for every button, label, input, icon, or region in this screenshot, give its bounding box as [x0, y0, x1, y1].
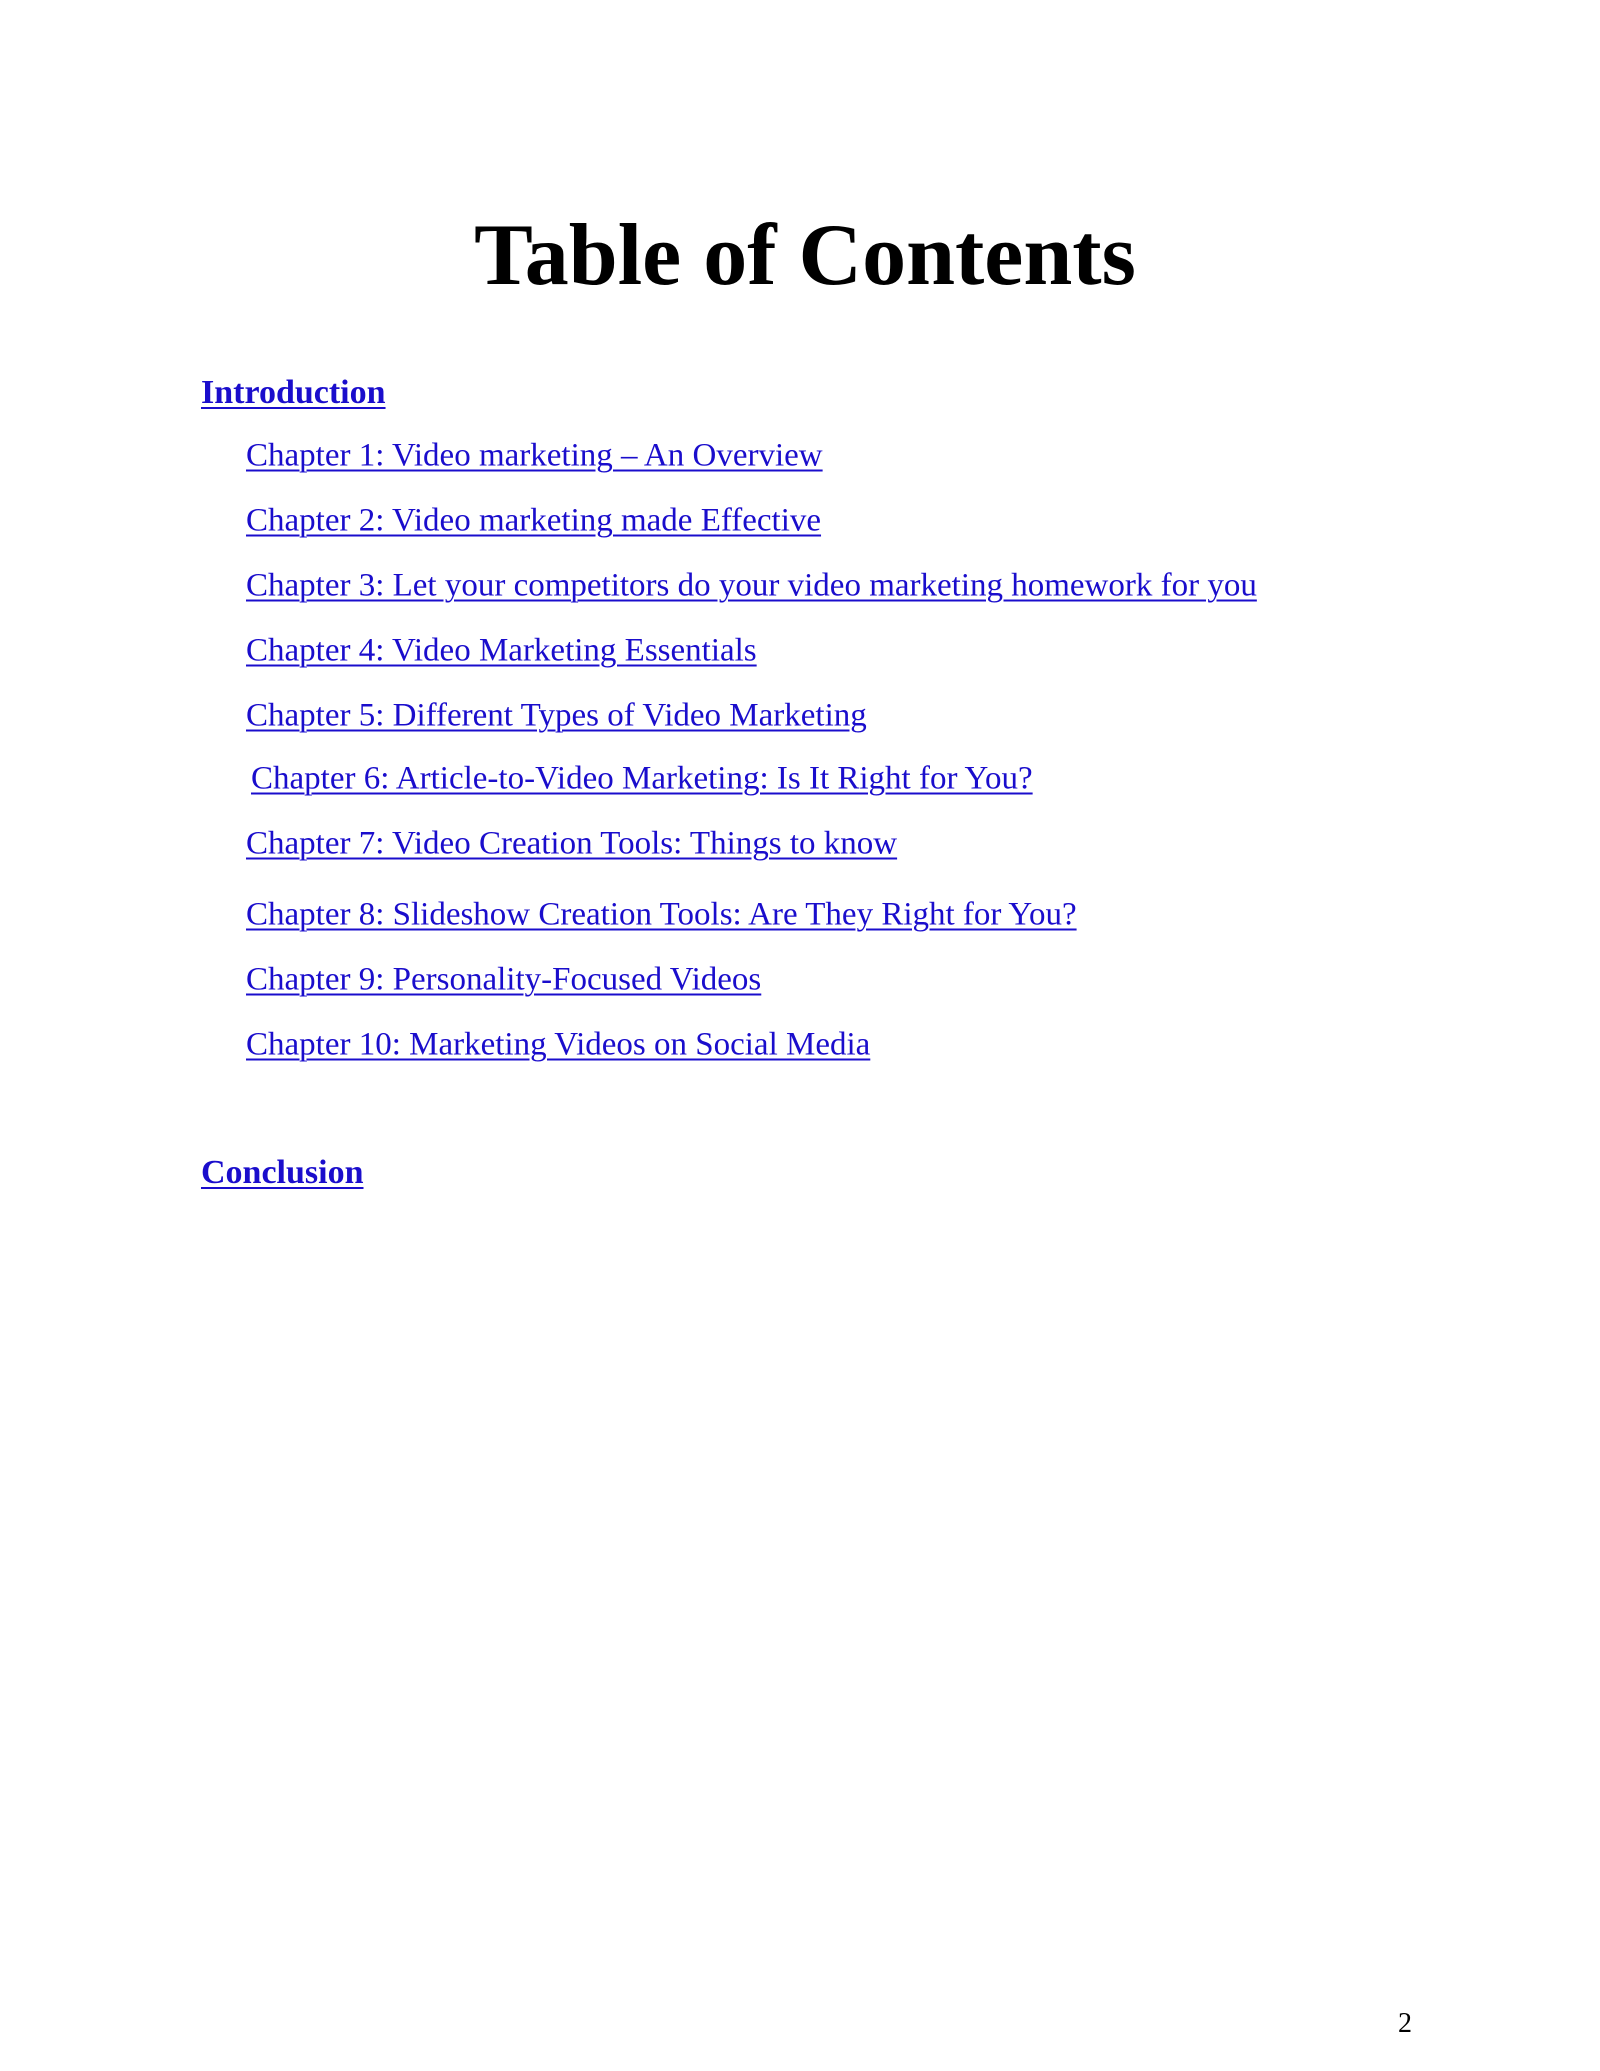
toc-link-chapter-2[interactable]: Chapter 2: Video marketing made Effective	[246, 502, 822, 539]
page-title: Table of Contents	[474, 207, 1136, 304]
toc-link-chapter-5[interactable]: Chapter 5: Different Types of Video Marketing	[246, 697, 867, 734]
toc-link-chapter-1[interactable]: Chapter 1: Video marketing – An Overview	[246, 437, 823, 474]
toc-link-chapter-4[interactable]: Chapter 4: Video Marketing Essentials	[246, 632, 757, 669]
toc-link-conclusion[interactable]: Conclusion	[201, 1154, 364, 1191]
toc-link-chapter-3[interactable]: Chapter 3: Let your competitors do your video marketing homework for you	[246, 567, 1257, 604]
page-number: 2	[1398, 2008, 1412, 2039]
toc-link-introduction[interactable]: Introduction	[201, 374, 386, 411]
toc-link-chapter-6[interactable]: Chapter 6: Article-to-Video Marketing: Is It Right for You?	[251, 760, 1033, 797]
toc-link-chapter-10[interactable]: Chapter 10: Marketing Videos on Social Media	[246, 1026, 871, 1063]
toc-link-chapter-8[interactable]: Chapter 8: Slideshow Creation Tools: Are They Right for You?	[246, 896, 1077, 933]
toc-link-chapter-9[interactable]: Chapter 9: Personality-Focused Videos	[246, 961, 762, 998]
toc-link-chapter-7[interactable]: Chapter 7: Video Creation Tools: Things to know	[246, 825, 898, 862]
